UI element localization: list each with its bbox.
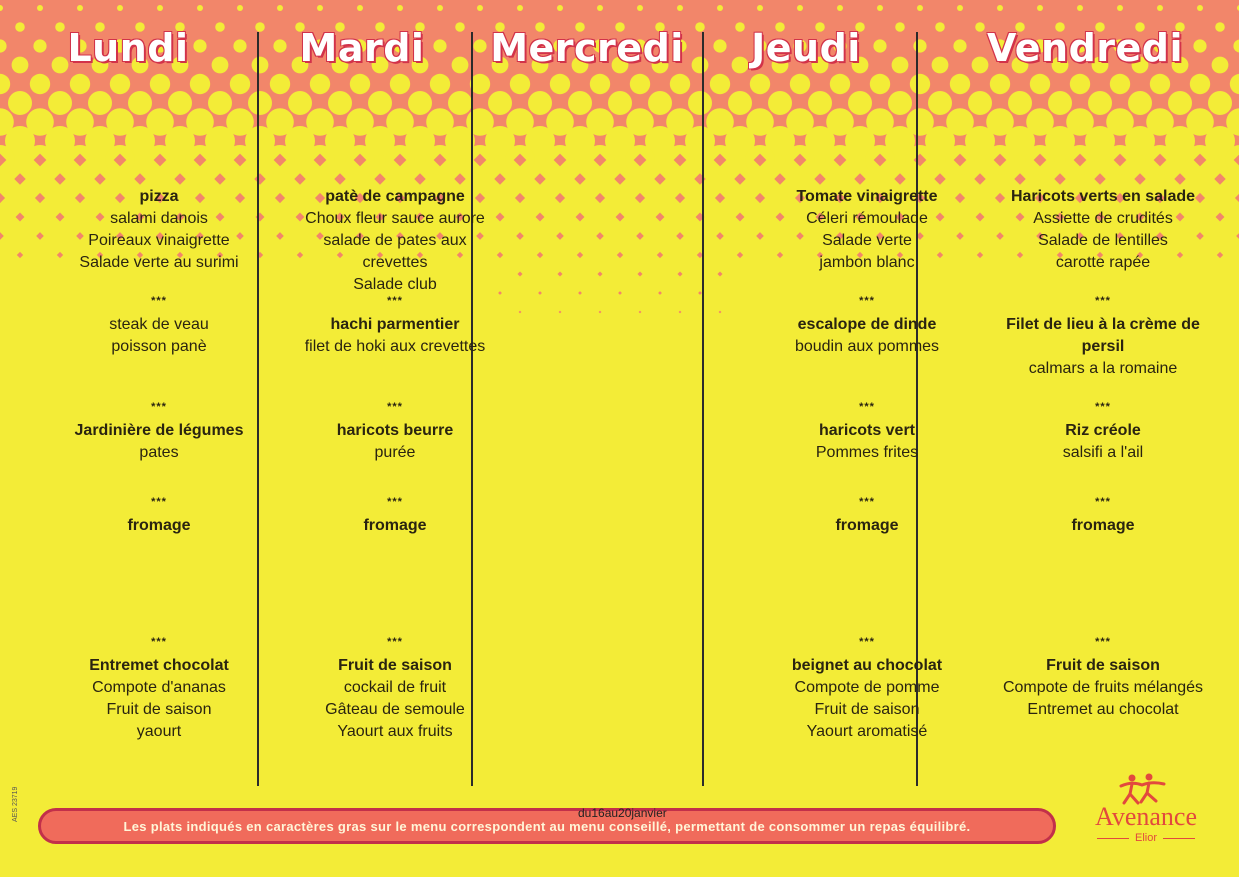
course-separator: ***	[151, 636, 167, 648]
menu-item: Yaourt aux fruits	[337, 723, 453, 740]
menu-item-fromage: fromage	[127, 517, 191, 534]
footer-text: Les plats indiqués en caractères gras sur le menu correspondent au menu conseillé, permettant de consommer un repas équilibré.	[123, 818, 971, 834]
menu-item-fromage: fromage	[1071, 517, 1135, 534]
menu-item: pizza	[139, 188, 179, 205]
menu-item: steak de veau	[109, 316, 209, 333]
menu-item: haricots vert	[818, 422, 916, 439]
dancing-figures-icon	[1118, 772, 1168, 806]
menu-item: filet de hoki aux crevettes	[304, 338, 486, 355]
menu-item: Jardinière de légumes	[74, 422, 244, 439]
logo-subtitle: Elior	[1076, 832, 1216, 844]
menu-item: Choux fleur sauce aurore	[305, 210, 485, 227]
menu-column-mardi-plats	[275, 314, 515, 358]
menu-item: Compote de fruits mélangés	[1002, 679, 1204, 696]
menu-item: Riz créole	[1065, 422, 1141, 439]
menu-item: Fruit de saison	[814, 701, 920, 718]
menu-item: Salade club	[353, 276, 437, 293]
menu-column-jeudi	[747, 186, 987, 274]
menu-item: Assiette de crudités	[1033, 210, 1173, 227]
date-range-note: du16au20janvier	[578, 806, 667, 820]
menu-item: salami danois	[110, 210, 208, 227]
menu-item: haricots beurre	[336, 422, 454, 439]
course-separator: ***	[387, 636, 403, 648]
day-title-lundi: Lundi	[67, 26, 189, 70]
column-divider	[702, 32, 704, 786]
menu-item: yaourt	[136, 723, 182, 740]
course-separator: ***	[151, 401, 167, 413]
menu-item: Salade verte	[822, 232, 912, 249]
menu-item: cockail de fruit	[343, 679, 447, 696]
menu-column-lundi-plats	[39, 314, 279, 358]
menu-item: poisson panè	[111, 338, 207, 355]
menu-column-lundi-legumes	[39, 420, 279, 464]
course-separator: ***	[859, 401, 875, 413]
menu-column-vendredi	[983, 186, 1223, 274]
menu-item: persil	[1081, 338, 1125, 355]
day-title-jeudi: Jeudi	[751, 26, 861, 70]
course-separator: ***	[387, 496, 403, 508]
day-title-mercredi: Mercredi	[490, 26, 684, 70]
menu-column-vendredi-legumes	[983, 420, 1223, 464]
menu-item-fromage: fromage	[835, 517, 899, 534]
menu-item: Fruit de saison	[106, 701, 212, 718]
menu-item: Entremet chocolat	[89, 657, 229, 674]
menu-column-mardi-legumes	[275, 420, 515, 464]
menu-item: pates	[139, 444, 179, 461]
menu-item: beignet au chocolat	[791, 657, 943, 674]
menu-column-jeudi-desserts	[747, 655, 987, 743]
menu-item: Fruit de saison	[338, 657, 452, 674]
menu-item: Gâteau de semoule	[325, 701, 465, 718]
menu-item: Haricots verts en salade	[1010, 188, 1196, 205]
menu-item: calmars a la romaine	[1028, 360, 1178, 377]
menu-item: Filet de lieu à la crème de	[1006, 316, 1200, 333]
menu-column-lundi	[39, 186, 279, 274]
course-separator: ***	[387, 295, 403, 307]
menu-column-mardi	[275, 186, 515, 296]
menu-column-lundi-desserts	[39, 655, 279, 743]
course-separator: ***	[1095, 636, 1111, 648]
logo-name: Avenance	[1094, 802, 1197, 831]
menu-item: boudin aux pommes	[794, 338, 940, 355]
menu-item: Fruit de saison	[1046, 657, 1160, 674]
menu-item: Salade de lentilles	[1038, 232, 1168, 249]
menu-item: Compote de pomme	[794, 679, 940, 696]
menu-item: purée	[374, 444, 416, 461]
course-separator: ***	[859, 496, 875, 508]
menu-column-vendredi-desserts	[983, 655, 1223, 721]
menu-item: Yaourt aromatisé	[806, 723, 928, 740]
menu-item: Poireaux vinaigrette	[88, 232, 230, 249]
menu-item: Entremet au chocolat	[1027, 701, 1179, 718]
menu-item: Compote d'ananas	[92, 679, 226, 696]
course-separator: ***	[1095, 496, 1111, 508]
menu-column-vendredi-plats	[983, 314, 1223, 380]
menu-column-jeudi-plats	[747, 314, 987, 358]
menu-item: hachi parmentier	[330, 316, 460, 333]
menu-column-jeudi-legumes	[747, 420, 987, 464]
day-title-mardi: Mardi	[299, 26, 425, 70]
menu-item: Tomate vinaigrette	[796, 188, 938, 205]
menu-item: patè de campagne	[325, 188, 465, 205]
course-separator: ***	[1095, 401, 1111, 413]
course-separator: ***	[859, 295, 875, 307]
course-separator: ***	[151, 496, 167, 508]
course-separator: ***	[151, 295, 167, 307]
footer-banner	[38, 808, 1056, 844]
course-separator: ***	[387, 401, 403, 413]
menu-item: carotte rapée	[1055, 254, 1151, 271]
avenance-logo	[1076, 772, 1216, 852]
menu-item: jambon blanc	[819, 254, 915, 271]
menu-item: Salade verte au surimi	[79, 254, 239, 271]
menu-item: Pommes frites	[815, 444, 919, 461]
menu-item: salsifi a l'ail	[1062, 444, 1144, 461]
menu-item: crevettes	[362, 254, 428, 271]
menu-item: salade de pates aux	[323, 232, 467, 249]
course-separator: ***	[1095, 295, 1111, 307]
menu-item: Céleri rémoulade	[806, 210, 928, 227]
menu-item: escalope de dinde	[797, 316, 937, 333]
day-title-vendredi: Vendredi	[986, 26, 1184, 70]
menu-column-mardi-desserts	[275, 655, 515, 743]
reference-code: AES 23719	[12, 786, 19, 822]
menu-item-fromage: fromage	[363, 517, 427, 534]
course-separator: ***	[859, 636, 875, 648]
